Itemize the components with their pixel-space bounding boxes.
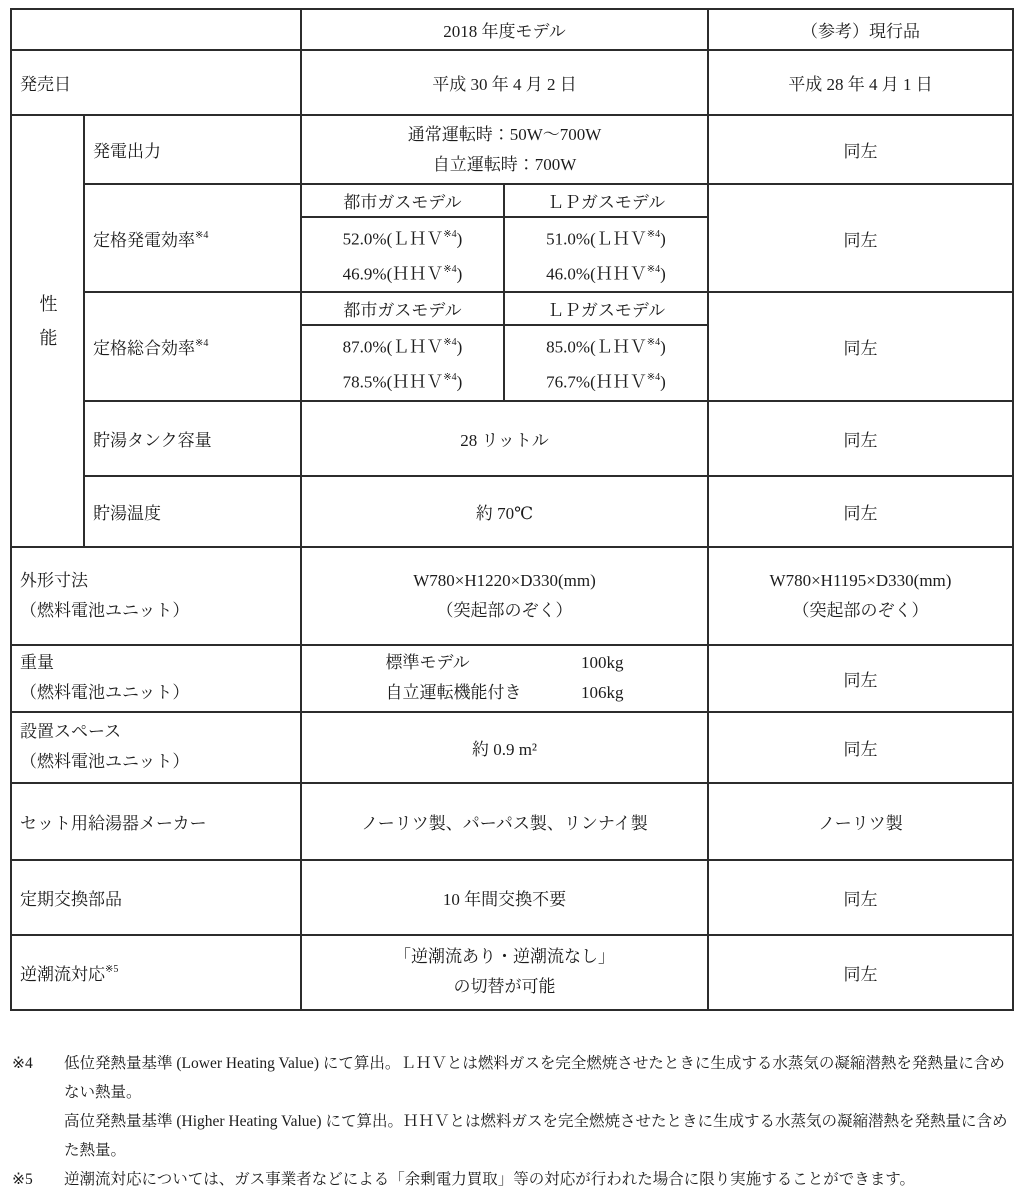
total-eff-lp-gas-values [504,325,708,400]
gen-eff-city-lhv: 52.0%(ＬＨＶ$^{※4}$) [342,229,463,249]
reverse-flow-value: 「逆潮流あり・逆潮流なし」 の切替が可能 [301,935,708,1010]
tank-capacity-reference: 同左 [708,401,1013,476]
power-output-line2: 自立運転時：700W [432,154,577,174]
total-eff-city-hhv: 78.5%(ＨＨＶ$^{※4}$) [342,371,463,392]
replacement-parts-label: 定期交換部品 [11,860,301,935]
footnote-4-body [64,1049,1009,1165]
weight-standard-row: 標準モデル 100kg [385,653,624,673]
reverse-flow-reference: 同左 [708,935,1013,1010]
release-date-label: 発売日 [11,50,301,115]
row-storage-temp [11,476,1013,547]
header-row [11,9,1013,50]
storage-temp-value: 約 70℃ [301,476,708,547]
dimensions-label: 外形寸法 （燃料電池ユニット） [11,547,301,645]
row-release-date [11,50,1013,115]
dimensions-reference: W780×H1195×D330(mm) （突起部のぞく） [708,547,1013,645]
gen-eff-lp-gas-header: ＬＰガスモデル [504,184,708,217]
row-total-eff-subheader [11,292,1013,325]
tank-capacity-value: 28 リットル [301,401,708,476]
total-eff-footnote-mark: ※4 [195,338,209,350]
row-install-space [11,712,1013,783]
total-eff-reference: 同左 [708,292,1013,400]
weight-values [301,645,708,712]
row-dimensions [11,547,1013,645]
power-output-reference: 同左 [708,115,1013,184]
power-output-label: 発電出力 [84,115,301,184]
footnote-5-body [64,1165,1009,1194]
total-eff-lp-lhv: 85.0%(ＬＨＶ$^{※4}$) [546,337,666,357]
total-eff-lp-hhv: 76.7%(ＨＨＶ$^{※4}$) [546,371,666,392]
release-date-reference: 平成 28 年 4 月 1 日 [708,50,1013,115]
total-eff-city-lhv: 87.0%(ＬＨＶ$^{※4}$) [342,337,463,357]
footnote-4-paragraph-lhv: 低位発熱量基準 (Lower Heating Value) にて算出。ＬＨＶとは燃料ガスを完全燃焼させたときに生成する水蒸気の凝縮潜熱を発熱量に含めない熱量。 [64,1054,1005,1101]
power-output-line1: 通常運転時：50W～700W [407,124,602,144]
column-header-reference: （参考）現行品 [708,9,1013,50]
gen-eff-footnote-mark: ※4 [195,230,209,241]
column-header-2018-model: 2018 年度モデル [301,9,708,50]
row-weight [11,645,1013,712]
row-tank-capacity [11,401,1013,476]
performance-group-text: 性能 [37,294,58,363]
gen-eff-city-gas-values [301,217,504,292]
gen-eff-lp-gas-values [504,217,708,292]
row-gen-eff-subheader [11,184,1013,217]
reverse-flow-label: 逆潮流対応$^{※5}$ [11,935,301,1010]
heater-maker-label: セット用給湯器メーカー [11,783,301,860]
gen-eff-reference: 同左 [708,184,1013,292]
gen-eff-city-hhv: 46.9%(ＨＨＶ$^{※4}$) [342,263,463,284]
heater-maker-value: ノーリツ製、パーパス製、リンナイ製 [301,783,708,860]
storage-temp-reference: 同左 [708,476,1013,547]
weight-label: 重量 （燃料電池ユニット） [11,645,301,712]
install-space-reference: 同左 [708,712,1013,783]
footnote-4-marker: ※4 [12,1054,33,1072]
gen-eff-lp-lhv: 51.0%(ＬＨＶ$^{※4}$) [546,229,666,249]
total-eff-city-gas-header: 都市ガスモデル [301,292,504,325]
storage-temp-label: 貯湯温度 [84,476,301,547]
corner-cell [11,9,301,50]
release-date-2018: 平成 30 年 4 月 2 日 [301,50,708,115]
replacement-parts-value: 10 年間交換不要 [301,860,708,935]
footnote-4 [12,1049,1023,1165]
spec-table [10,8,1014,1011]
tank-capacity-label: 貯湯タンク容量 [84,401,301,476]
reverse-flow-footnote-mark: ※5 [105,963,119,975]
row-power-output [11,115,1013,184]
heater-maker-reference: ノーリツ製 [708,783,1013,860]
dimensions-2018: W780×H1220×D330(mm) （突起部のぞく） [301,547,708,645]
total-eff-label: 定格総合効率$^{※4}$ [84,292,301,400]
row-reverse-flow [11,935,1013,1010]
weight-reference: 同左 [708,645,1013,712]
document-page [0,8,1023,1188]
row-replacement-parts [11,860,1013,935]
footnote-5 [12,1165,1023,1194]
footnote-5-paragraph: 逆潮流対応については、ガス事業者などによる「余剰電力買取」等の対応が行われた場合に限り実施することができます。 [64,1170,915,1188]
total-eff-lp-gas-header: ＬＰガスモデル [504,292,708,325]
total-eff-city-gas-values [301,325,504,400]
performance-group-label [11,115,84,547]
footnote-4-paragraph-hhv: 高位発熱量基準 (Higher Heating Value) にて算出。ＨＨＶとは燃料ガスを完全燃焼させたときに生成する水蒸気の凝縮潜熱を発熱量に含めた熱量。 [64,1112,1008,1159]
install-space-label: 設置スペース （燃料電池ユニット） [11,712,301,783]
footnotes [12,1049,1023,1194]
footnote-5-marker: ※5 [12,1170,33,1188]
gen-eff-city-gas-header: 都市ガスモデル [301,184,504,217]
weight-selfsustain-row: 自立運転機能付き 106kg [385,683,624,703]
power-output-value [301,115,708,184]
gen-eff-lp-hhv: 46.0%(ＨＨＶ$^{※4}$) [546,263,666,284]
gen-eff-label: 定格発電効率$^{※4}$ [84,184,301,292]
row-heater-maker [11,783,1013,860]
replacement-parts-reference: 同左 [708,860,1013,935]
install-space-value: 約 0.9 m² [301,712,708,783]
